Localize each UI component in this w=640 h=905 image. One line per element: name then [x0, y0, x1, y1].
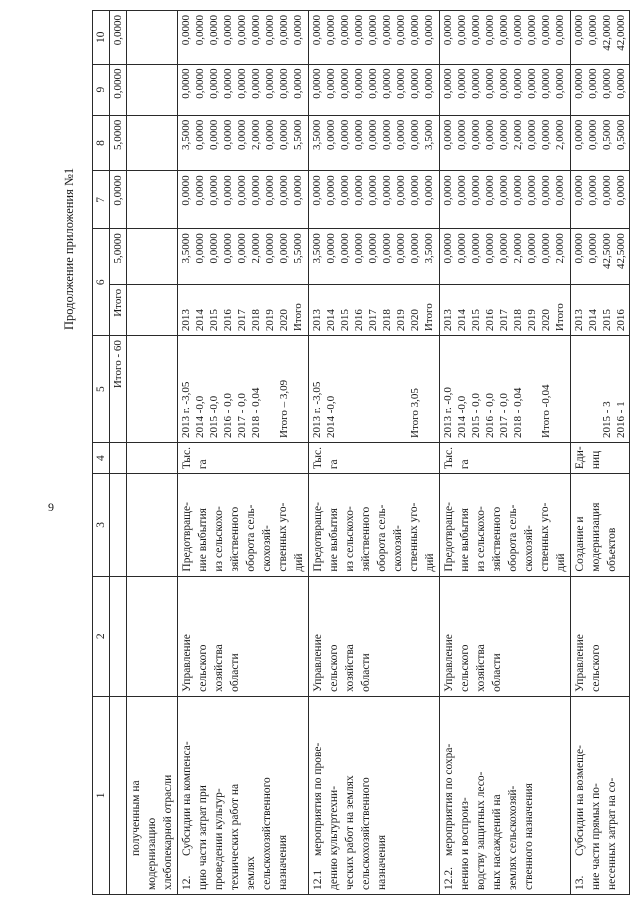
total-8: 5,0000	[110, 115, 127, 171]
row-plan: 2015 - 3 2016 - 1	[571, 336, 630, 443]
row-v10: 0,0000 0,0000 0,0000 0,0000 0,0000 0,0000 0,0000 0,0000 0,0000	[309, 11, 440, 65]
row-v8	[127, 115, 178, 171]
row-name: 13.Субсидии на возмеще- ние части прямых по- несенных затрат на со-	[571, 696, 630, 894]
row-unit: Тыс. га	[440, 443, 571, 474]
row-org: Управление сельского	[571, 576, 630, 696]
row-years	[127, 284, 178, 335]
row-years: 2013 2014 2015 2016 2017 2018 2019 2020 Итого	[309, 284, 440, 335]
row-v9: 0,0000 0,0000 0,0000 0,0000	[571, 64, 630, 115]
row-v8: 0,0000 0,0000 0,5000 0,5000	[571, 115, 630, 171]
row-org	[127, 576, 178, 696]
col-5: 5	[93, 336, 110, 443]
table-row	[127, 11, 178, 895]
row-v10	[127, 11, 178, 65]
row-plan	[127, 336, 178, 443]
row-unit: Еди- ниц	[571, 443, 630, 474]
row-years: 2013 2014 2015 2016	[571, 284, 630, 335]
row-unit	[127, 443, 178, 474]
column-number-row	[93, 11, 110, 895]
row-v6	[127, 229, 178, 285]
row-v10: 0,0000 0,0000 0,0000 0,0000 0,0000 0,0000 0,0000 0,0000 0,0000	[440, 11, 571, 65]
row-measure: Предотвраще- ние выбытия из сельскохо- зяйственного оборота сель- скохозяй- ственных уго- дий	[440, 474, 571, 576]
row-org: Управление сельского хозяйства области	[440, 576, 571, 696]
row-unit: Тыс. га	[309, 443, 440, 474]
row-plan: 2013 г. -0,0 2014 -0,0 2015 - 0,0 2016 - 0,0 2017 - 0,0 2018 - 0,04 Итого -0,04	[440, 336, 571, 443]
plan-total: Итого - 60	[110, 336, 127, 443]
col-1: 1	[93, 696, 110, 894]
total-6: 5,0000	[110, 229, 127, 285]
row-years: 2013 2014 2015 2016 2017 2018 2019 2020 Итого	[440, 284, 571, 335]
table-row	[440, 11, 571, 895]
rotated-table	[92, 10, 627, 895]
row-org: Управление сельского хозяйства области	[178, 576, 309, 696]
row-v10: 0,0000 0,0000 0,0000 0,0000 0,0000 0,0000 0,0000 0,0000 0,0000	[178, 11, 309, 65]
appendix-title: Продолжение приложения №1	[62, 167, 76, 330]
col-2: 2	[93, 576, 110, 696]
table-row	[571, 11, 630, 895]
row-org: Управление сельского хозяйства области	[309, 576, 440, 696]
row-v6: 3,5000 0,0000 0,0000 0,0000 0,0000 2,0000 0,0000 0,0000 5,5000	[178, 229, 309, 285]
total-7: 0,0000	[110, 171, 127, 229]
col-3: 3	[93, 474, 110, 576]
row-v8: 3,5000 0,0000 0,0000 0,0000 0,0000 2,0000 0,0000 0,0000 5,5000	[178, 115, 309, 171]
row-v9: 0,0000 0,0000 0,0000 0,0000 0,0000 0,0000 0,0000 0,0000 0,0000	[309, 64, 440, 115]
table-row	[309, 11, 440, 895]
total-9: 0,0000	[110, 64, 127, 115]
row-v9: 0,0000 0,0000 0,0000 0,0000 0,0000 0,0000 0,0000 0,0000 0,0000	[440, 64, 571, 115]
row-v7	[127, 171, 178, 229]
row-measure: Создание и модернизация объектов	[571, 474, 630, 576]
total-10: 0,0000	[110, 11, 127, 65]
row-v7: 0,0000 0,0000 0,0000 0,0000 0,0000 0,0000 0,0000 0,0000 0,0000	[178, 171, 309, 229]
page-number: 9	[48, 500, 54, 514]
row-v7: 0,0000 0,0000 0,0000 0,0000	[571, 171, 630, 229]
col-8: 8	[93, 115, 110, 171]
row-name: 12.Субсидии на компенса- цию части затрат при проведении культур- технических работ на землях сельскохозяйственного назначения	[178, 696, 309, 894]
row-unit: Тыс. га	[178, 443, 309, 474]
row-v7: 0,0000 0,0000 0,0000 0,0000 0,0000 0,0000 0,0000 0,0000 0,0000	[309, 171, 440, 229]
total-header-row	[110, 11, 127, 895]
row-v7: 0,0000 0,0000 0,0000 0,0000 0,0000 0,0000 0,0000 0,0000 0,0000	[440, 171, 571, 229]
row-v6: 3,5000 0,0000 0,0000 0,0000 0,0000 0,0000 0,0000 0,0000 3,5000	[309, 229, 440, 285]
row-v8: 0,0000 0,0000 0,0000 0,0000 0,0000 2,0000 0,0000 0,0000 2,0000	[440, 115, 571, 171]
row-measure	[127, 474, 178, 576]
table-row	[178, 11, 309, 895]
col-7: 7	[93, 171, 110, 229]
table-area	[92, 10, 627, 895]
col-10: 10	[93, 11, 110, 65]
row-v10: 0,0000 0,0000 42,0000 42,0000	[571, 11, 630, 65]
row-v6: 0,0000 0,0000 42,5000 42,5000	[571, 229, 630, 285]
row-v8: 3,5000 0,0000 0,0000 0,0000 0,0000 0,0000 0,0000 0,0000 3,5000	[309, 115, 440, 171]
col-4: 4	[93, 443, 110, 474]
appendix-title-wrap	[62, 0, 92, 905]
row-v6: 0,0000 0,0000 0,0000 0,0000 0,0000 2,0000 0,0000 0,0000 2,0000	[440, 229, 571, 285]
row-measure: Предотвраще- ние выбытия из сельскохо- зяйственного оборота сель- скохозяй- ственных уго- дий	[178, 474, 309, 576]
row-v9	[127, 64, 178, 115]
col-6: 6	[93, 229, 110, 336]
row-plan: 2013 г. -3,05 2014 -0,0 Итого 3,05	[309, 336, 440, 443]
row-name: 12.1мероприятия по прове- дению культуртехни- ческих работ на землях сельскохозяйственного назначения	[309, 696, 440, 894]
col-9: 9	[93, 64, 110, 115]
row-plan: 2013 г. -3,05 2014 -0,0 2015 -0,0 2016 - 0,0 2017 - 0,0 2018 - 0,04 Итого – 3,09	[178, 336, 309, 443]
year-total-label: Итого	[110, 284, 127, 335]
row-measure: Предотвраще- ние выбытия из сельскохо- зяйственного оборота сель- скохозяй- ственных уго- дий	[309, 474, 440, 576]
row-v9: 0,0000 0,0000 0,0000 0,0000 0,0000 0,0000 0,0000 0,0000 0,0000	[178, 64, 309, 115]
row-name: полученным на модернизацию хлебопекарной отрасли	[127, 696, 178, 894]
row-name: 12.2.мероприятия по сохра- нению и воспроиз- водству защитных лесо- ных насаждений на землях сельскохозяй- ственного назначения	[440, 696, 571, 894]
program-table	[92, 10, 630, 895]
row-years: 2013 2014 2015 2016 2017 2018 2019 2020 Итого	[178, 284, 309, 335]
